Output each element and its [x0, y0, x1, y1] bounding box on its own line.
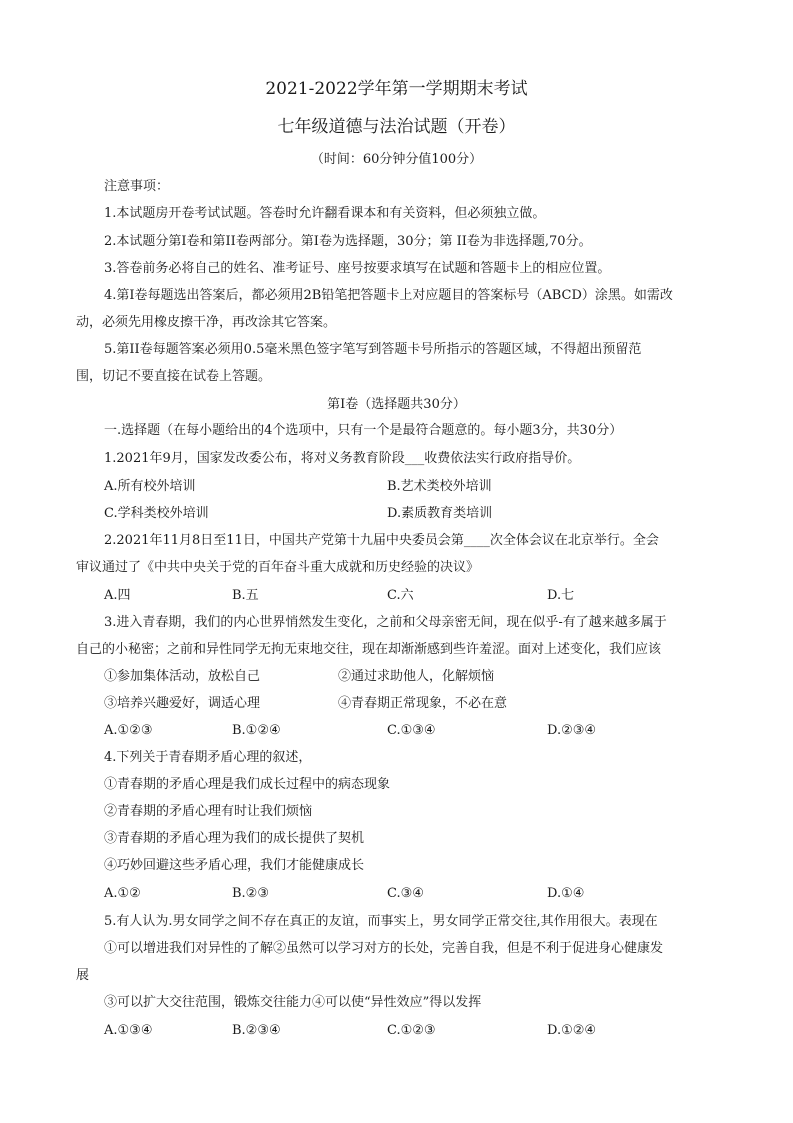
q4-option-c: C.③④ [387, 886, 424, 901]
q5-option-c: C.①②③ [387, 1023, 436, 1038]
q2-option-c: C.六 [387, 588, 414, 603]
q2-option-a: A.四 [104, 588, 131, 603]
q3-option-a: A.①②③ [104, 723, 153, 738]
q3-stem: 3.进入青春期，我们的内心世界悄然发生变化，之前和父母亲密无间，现在似乎-有了越来越多属于 [104, 615, 667, 630]
q3-statement-1: ①参加集体活动，放松自己 [104, 669, 261, 684]
notice-item-4-cont: 动，必须先用橡皮擦干净，再改涂其它答案。 [76, 315, 337, 330]
q2-stem-cont: 审议通过了《中共中央关于党的百年奋斗重大成就和历史经验的决议》 [76, 560, 480, 575]
section-title: 第I卷（选择题共30分） [327, 397, 466, 412]
exam-subtitle: 七年级道德与法治试题（开卷） [277, 117, 516, 137]
q4-option-b: B.②③ [232, 886, 269, 901]
notice-item-5-cont: 围，切记不要直接在试卷上答题。 [76, 369, 272, 384]
q1-option-b: B.艺术类校外培训 [387, 479, 492, 494]
q5-option-a: A.①③④ [104, 1023, 153, 1038]
time-note: （时间：60分钟分值100分） [310, 152, 483, 167]
q3-stem-cont: 自己的小秘密；之前和异性同学无拘无束地交往，现在却渐渐感到些许羞涩。面对上述变化，我们应该 [76, 642, 662, 657]
q4-statement-3: ③青春期的矛盾心理为我们的成长提供了契机 [104, 831, 365, 846]
q5-statements-1-2: ①可以增进我们对异性的了解②虽然可以学习对方的长处，完善自我，但是不利于促进身心健康发 [104, 941, 664, 956]
q3-option-b: B.①②④ [232, 723, 281, 738]
exam-title: 2021-2022学年第一学期期末考试 [265, 79, 528, 99]
notice-heading: 注意事项： [104, 179, 170, 194]
q4-statement-1: ①青春期的矛盾心理是我们成长过程中的病态现象 [104, 777, 391, 792]
q2-option-d: D.七 [547, 588, 575, 603]
notice-item-2: 2.本试题分第I卷和第II卷两部分。第I卷为选择题，30分；第 II卷为非选择题,70分。 [104, 234, 592, 249]
q4-option-a: A.①② [104, 886, 141, 901]
q3-option-c: C.①③④ [387, 723, 436, 738]
q1-option-c: C.学科类校外培训 [104, 506, 209, 521]
q4-statement-4: ④巧妙回避这些矛盾心理，我们才能健康成长 [104, 858, 365, 873]
q2-stem: 2.2021年11月8日至11日，中国共产党第十九届中央委员会第____次全体会议在北京举行。全会 [104, 533, 659, 548]
q3-option-d: D.②③④ [547, 723, 597, 738]
q4-statement-2: ②青春期的矛盾心理有时让我们烦恼 [104, 804, 313, 819]
q5-statements-1-2-cont: 展 [76, 968, 90, 983]
q5-option-d: D.①②④ [547, 1023, 597, 1038]
q1-option-d: D.素质教育类培训 [387, 506, 493, 521]
section-instruction: 一.选择题（在每小题给出的4个选项中，只有一个是最符合题意的。每小题3分，共30分） [104, 423, 623, 438]
q3-statement-2: ②通过求助他人，化解烦恼 [338, 669, 495, 684]
notice-item-1: 1.本试题房开卷考试试题。答卷时允许翻看课本和有关资料，但必须独立做。 [104, 206, 546, 221]
q2-option-b: B.五 [232, 588, 259, 603]
q1-option-a: A.所有校外培训 [104, 479, 196, 494]
notice-item-4: 4.第I卷每题选出答案后，都必须用2B铅笔把答题卡上对应题目的答案标号（ABCD）涂黑。如需改 [104, 288, 673, 303]
q5-option-b: B.②③④ [232, 1023, 281, 1038]
q4-option-d: D.①④ [547, 886, 585, 901]
q4-stem: 4.下列关于青春期矛盾心理的叙述， [104, 750, 312, 765]
q3-statement-4: ④青春期正常现象，不必在意 [338, 696, 508, 711]
notice-item-5: 5.第II卷每题答案必须用0.5毫米黑色签字笔写到答题卡号所指示的答题区域，不得超出预留范 [104, 342, 642, 357]
q1-stem: 1.2021年9月，国家发改委公布，将对义务教育阶段___收费依法实行政府指导价。 [104, 451, 581, 466]
q5-statements-3-4: ③可以扩大交往范围，锻炼交往能力④可以使“异性效应”得以发挥 [104, 995, 482, 1010]
q3-statement-3: ③培养兴趣爱好，调适心理 [104, 696, 261, 711]
q5-stem: 5.有人认为.男女同学之间不存在真正的友谊，而事实上，男女同学正常交往,其作用很大。表现在 [104, 914, 658, 929]
notice-item-3: 3.答卷前务必将自己的姓名、准考证号、座号按要求填写在试题和答题卡上的相应位置。 [104, 261, 611, 276]
